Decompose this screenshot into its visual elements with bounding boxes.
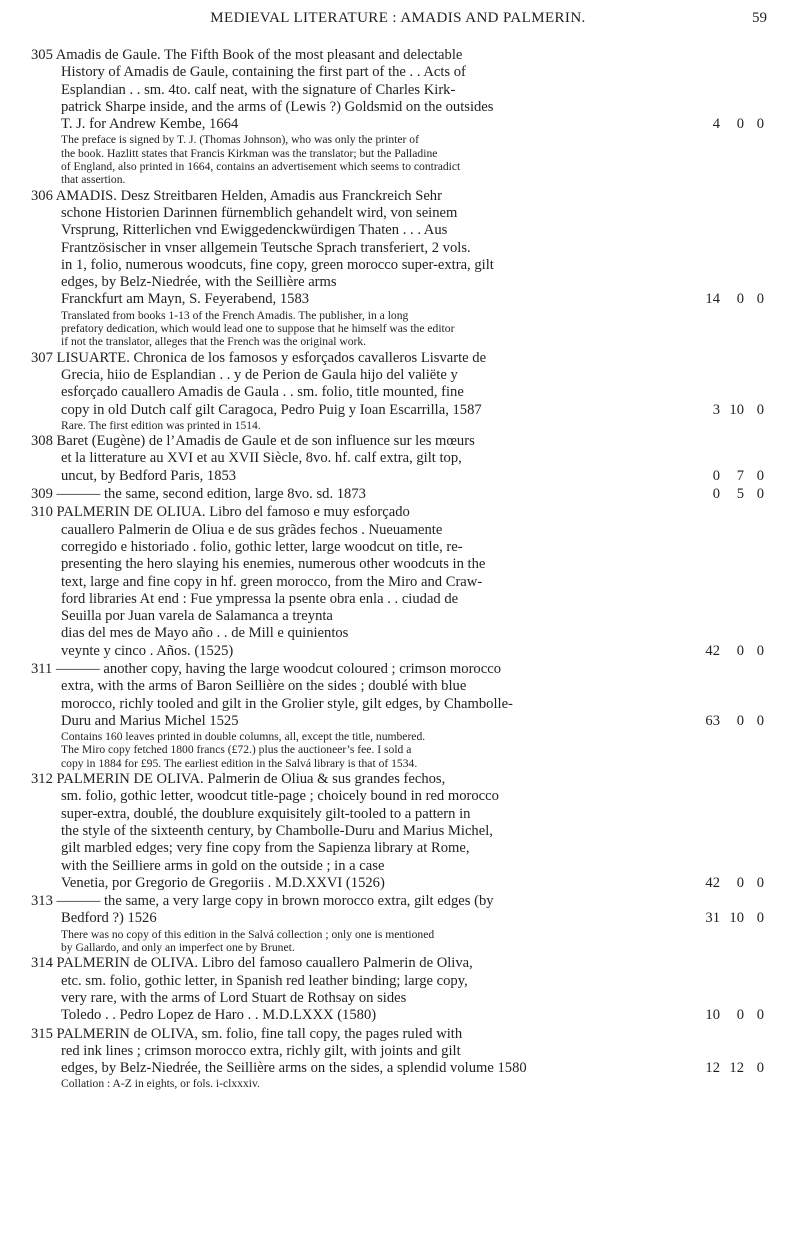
- entry-line: Toledo . . Pedro Lopez de Haro . . M.D.LXXX (1580): [61, 1007, 377, 1024]
- entry-price: [696, 643, 766, 660]
- entry-line: Seuilla por Juan varela de Salamanca a treynta: [61, 608, 333, 625]
- catalogue-entry: [0, 47, 800, 187]
- catalogue-entry: [0, 661, 800, 770]
- entry-price: [696, 910, 766, 927]
- entry-line: with the Seilliere arms in gold on the outside ; in a case: [61, 857, 385, 874]
- catalogue-entry: [0, 893, 800, 954]
- catalogue-entry: [0, 433, 800, 485]
- entry-description: [0, 486, 800, 503]
- price-pence: 0: [756, 401, 764, 418]
- entry-line: Franckfurt am Mayn, S. Feyerabend, 1583: [61, 291, 310, 308]
- entry-price: [696, 468, 766, 485]
- price-pence: 0: [756, 874, 764, 891]
- entry-note: Collation : A-Z in eights, or fols. i-clxxxiv.: [61, 1077, 260, 1091]
- price-shillings: 10: [729, 401, 744, 418]
- price-pounds: 14: [705, 291, 720, 308]
- page-number: 59: [752, 10, 767, 26]
- entry-note: Contains 160 leaves printed in double columns, all, except the title, numbered.: [61, 730, 426, 744]
- catalogue-entry: [0, 188, 800, 349]
- entry-note: The Miro copy fetched 1800 francs (£72.) plus the auctioneer’s fee. I sold a: [61, 743, 412, 757]
- entry-line: edges, by Belz-Niedrée, the Seillière arms on the sides, a splendid volume 1580: [61, 1060, 527, 1077]
- entry-line: etc. sm. folio, gothic letter, in Spanish red leather binding; large copy,: [61, 972, 468, 989]
- entry-heading-line: 307 LISUARTE. Chronica de los famosos y esforçados cavalleros Lisvarte de: [31, 349, 487, 366]
- entry-heading-line: 308 Baret (Eugène) de l’Amadis de Gaule et de son influence sur les mœurs: [31, 433, 475, 450]
- entry-line: copy in old Dutch calf gilt Caragoca, Pedro Puig y Ioan Escarrilla, 1587: [61, 401, 482, 418]
- price-pence: 0: [756, 910, 764, 927]
- price-pence: 0: [756, 116, 764, 133]
- entry-line: schone Historien Darinnen fürnemblich gehandelt wird, von seinem: [61, 204, 458, 221]
- price-shillings: 0: [736, 291, 744, 308]
- entry-line: presenting the hero slaying his enemies, numerous other woodcuts in the: [61, 556, 486, 573]
- entry-heading-line: 311 ——— another copy, having the large woodcut coloured ; crimson morocco: [31, 660, 501, 677]
- entry-description: [0, 188, 800, 309]
- entry-heading-line: 315 PALMERIN de OLIVA, sm. folio, fine tall copy, the pages ruled with: [31, 1025, 463, 1042]
- entry-line: red ink lines ; crimson morocco extra, richly gilt, with joints and gilt: [61, 1042, 461, 1059]
- entry-price: [696, 1007, 766, 1024]
- catalogue-entry: [0, 955, 800, 1024]
- entry-line: Frantzösischer in vnser allgemein Teutsche Sprach transferiert, 2 vols.: [61, 239, 471, 256]
- price-pounds: 12: [705, 1060, 720, 1077]
- entry-price: [696, 402, 766, 419]
- entry-price: [696, 713, 766, 730]
- entry-description: [0, 661, 800, 730]
- entry-price: [696, 875, 766, 892]
- price-pence: 0: [756, 642, 764, 659]
- entry-note: the book. Hazlitt states that Francis Kirkman was the translator; but the Palladine: [61, 146, 438, 160]
- price-shillings: 0: [736, 1007, 744, 1024]
- entry-line: Venetia, por Gregorio de Gregoriis . M.D.XXVI (1526): [61, 874, 385, 891]
- price-pounds: 42: [705, 642, 720, 659]
- price-pence: 0: [756, 1007, 764, 1024]
- price-pounds: 42: [705, 874, 720, 891]
- entry-heading-line: 313 ——— the same, a very large copy in brown morocco extra, gilt edges (by: [31, 893, 494, 910]
- entry-description: [0, 504, 800, 660]
- price-pounds: 10: [705, 1007, 720, 1024]
- entry-price: [696, 486, 766, 503]
- entry-line: History of Amadis de Gaule, containing the first part of the . . Acts of: [61, 64, 466, 81]
- entry-heading-line: 309 ——— the same, second edition, large 8vo. sd. 1873: [31, 486, 366, 503]
- price-shillings: 7: [736, 467, 744, 484]
- running-header: [29, 10, 767, 30]
- price-shillings: 10: [729, 910, 744, 927]
- price-shillings: 5: [736, 486, 744, 503]
- entry-line: gilt marbled edges; very fine copy from the Sapienza library at Rome,: [61, 840, 470, 857]
- entry-line: uncut, by Bedford Paris, 1853: [61, 467, 237, 484]
- catalogue-entry: [0, 486, 800, 503]
- entry-line: sm. folio, gothic letter, woodcut title-page ; choicely bound in red morocco: [61, 788, 499, 805]
- entry-line: edges, by Belz-Niedrée, with the Seillière arms: [61, 274, 337, 291]
- entry-heading-line: 312 PALMERIN DE OLIVA. Palmerin de Oliua & sus grandes fechos,: [31, 771, 446, 788]
- entry-price: [696, 291, 766, 308]
- price-pence: 0: [756, 712, 764, 729]
- entry-description: [0, 893, 800, 928]
- entry-heading-line: 314 PALMERIN de OLIVA. Libro del famoso cauallero Palmerin de Oliva,: [31, 955, 473, 972]
- price-shillings: 0: [736, 874, 744, 891]
- entry-line: ford libraries At end : Fue ympressa la psente obra enla . . ciudad de: [61, 590, 459, 607]
- entry-line: Esplandian . . sm. 4to. calf neat, with the signature of Charles Kirk-: [61, 81, 456, 98]
- entry-line: et la litterature au XVI et au XVII Siècle, 8vo. hf. calf extra, gilt top,: [61, 450, 462, 467]
- entry-line: text, large and fine copy in hf. green morocco, from the Miro and Craw-: [61, 573, 483, 590]
- price-pounds: 63: [705, 712, 720, 729]
- catalogue-entry: [0, 504, 800, 660]
- entry-note: The preface is signed by T. J. (Thomas Johnson), who was only the printer of: [61, 133, 419, 147]
- entry-line: dias del mes de Mayo año . . de Mill e quinientos: [61, 625, 349, 642]
- entry-line: Duru and Marius Michel 1525: [61, 712, 239, 729]
- entry-note: There was no copy of this edition in the Salvá collection ; only one is mentioned: [61, 927, 435, 941]
- price-shillings: 12: [729, 1060, 744, 1077]
- entry-note: Translated from books 1-13 of the French Amadis. The publisher, in a long: [61, 308, 409, 322]
- entry-price: [696, 1060, 766, 1077]
- catalogue-entry: [0, 350, 800, 432]
- entry-line: extra, with the arms of Baron Seillière on the sides ; doublé with blue: [61, 678, 467, 695]
- entry-line: morocco, richly tooled and gilt in the Grolier style, gilt edges, by Chambolle-: [61, 695, 513, 712]
- entry-line: the style of the sixteenth century, by Chambolle-Duru and Marius Michel,: [61, 822, 493, 839]
- price-shillings: 0: [736, 116, 744, 133]
- entry-line: super-extra, doublé, the doublure exquisitely gilt-tooled to a pattern in: [61, 805, 471, 822]
- entry-heading-line: 306 AMADIS. Desz Streitbaren Helden, Amadis aus Franckreich Sehr: [31, 187, 442, 204]
- price-pounds: 3: [712, 401, 720, 418]
- entry-description: [0, 433, 800, 485]
- catalogue-entry: [0, 771, 800, 892]
- entry-note: Rare. The first edition was printed in 1514.: [61, 418, 261, 432]
- running-title: MEDIEVAL LITERATURE : AMADIS AND PALMERIN.: [210, 10, 586, 26]
- entry-heading-line: 310 PALMERIN DE OLIUA. Libro del famoso e muy esforçado: [31, 504, 410, 521]
- entry-line: T. J. for Andrew Kembe, 1664: [61, 116, 239, 133]
- entry-price: [696, 116, 766, 133]
- catalogue-entry: [0, 1026, 800, 1091]
- entry-line: veynte y cinco . Años. (1525): [61, 642, 234, 659]
- entry-note: that assertion.: [61, 173, 126, 187]
- price-shillings: 0: [736, 712, 744, 729]
- price-pence: 0: [756, 291, 764, 308]
- entry-description: [0, 1026, 800, 1078]
- entry-line: Grecia, hiio de Esplandian . . y de Perion de Gaula hijo del valiëte y: [61, 366, 458, 383]
- catalogue-entries: [0, 47, 800, 1092]
- price-pounds: 31: [705, 910, 720, 927]
- entry-note: if not the translator, alleges that the French was the original work.: [61, 335, 367, 349]
- entry-note: by Gallardo, and only an imperfect one by Brunet.: [61, 941, 295, 955]
- entry-line: in 1, folio, numerous woodcuts, fine copy, green morocco super-extra, gilt: [61, 256, 494, 273]
- price-shillings: 0: [736, 642, 744, 659]
- price-pence: 0: [756, 467, 764, 484]
- entry-line: patrick Sharpe inside, and the arms of (Lewis ?) Goldsmid on the outsides: [61, 98, 494, 115]
- entry-line: corregido e historiado . folio, gothic letter, large woodcut on title, re-: [61, 538, 463, 555]
- price-pounds: 4: [712, 116, 720, 133]
- entry-note: prefatory dedication, which would lead one to suppose that he himself was the editor: [61, 322, 455, 336]
- entry-line: cauallero Palmerin de Oliua e de sus grãdes fechos . Nueuamente: [61, 521, 443, 538]
- entry-note: of England, also printed in 1664, contains an advertisement which seems to contradict: [61, 160, 461, 174]
- price-pounds: 0: [712, 486, 720, 503]
- entry-line: Bedford ?) 1526: [61, 910, 157, 927]
- entry-description: [0, 955, 800, 1024]
- price-pence: 0: [756, 486, 764, 503]
- entry-line: very rare, with the arms of Lord Stuart de Rothsay on sides: [61, 989, 407, 1006]
- entry-description: [0, 47, 800, 133]
- entry-description: [0, 350, 800, 419]
- entry-line: Vrsprung, Ritterlichen vnd Ewiggedenckwürdigen Thaten . . . Aus: [61, 222, 448, 239]
- entry-line: esforçado cauallero Amadis de Gaula . . sm. folio, title mounted, fine: [61, 384, 464, 401]
- price-pounds: 0: [712, 467, 720, 484]
- entry-description: [0, 771, 800, 892]
- price-pence: 0: [756, 1060, 764, 1077]
- entry-heading-line: 305 Amadis de Gaule. The Fifth Book of the most pleasant and delectable: [31, 47, 463, 63]
- entry-note: copy in 1884 for £95. The earliest edition in the Salvá library is that of 1534.: [61, 756, 418, 770]
